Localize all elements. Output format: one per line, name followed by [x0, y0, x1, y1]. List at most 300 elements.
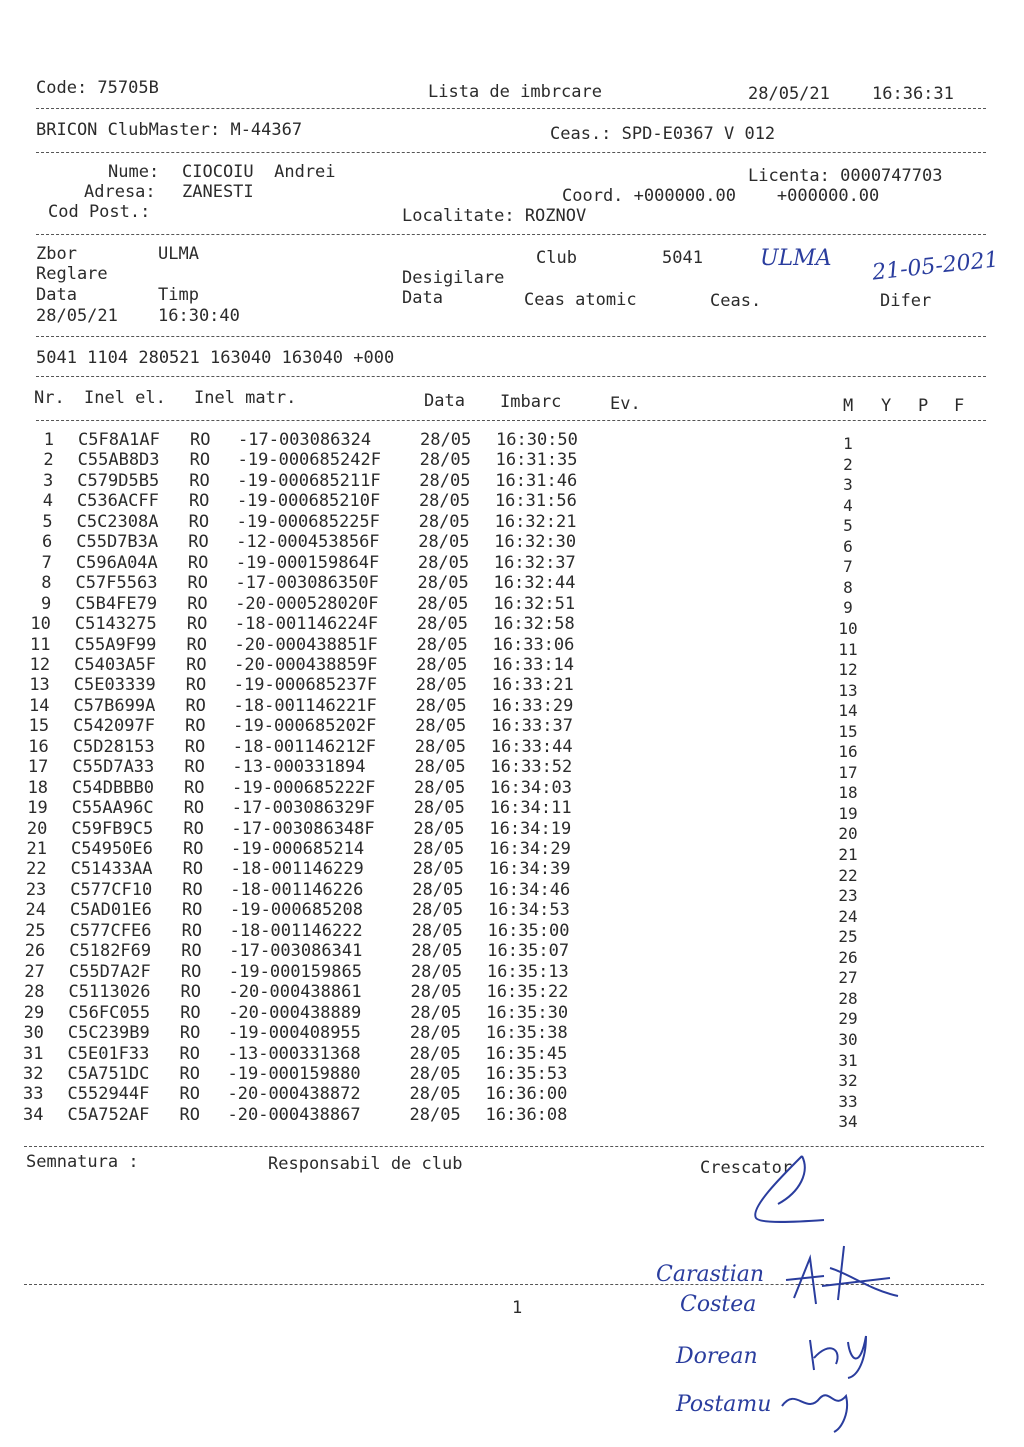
country-code: RO: [185, 716, 206, 737]
row-date: 28/05: [414, 736, 466, 757]
m-value: 32: [838, 1071, 858, 1091]
ring-number: -19-000685202F: [233, 716, 377, 737]
row-date: 28/05: [415, 716, 467, 737]
table-row: [27, 798, 834, 819]
m-value: 30: [838, 1029, 858, 1049]
m-value: 2: [843, 454, 853, 474]
country-code: RO: [179, 1104, 200, 1125]
row-number: 15: [28, 716, 50, 737]
electronic-ring: C5D28153: [72, 736, 155, 757]
m-value: 12: [838, 660, 858, 680]
boarding-time: 16:32:58: [492, 614, 575, 635]
boarding-time: 16:34:29: [489, 839, 571, 859]
m-value: 25: [838, 927, 858, 947]
row-date: 28/05: [412, 879, 464, 900]
row-date: 28/05: [409, 1104, 461, 1125]
electronic-ring: C54DBBB0: [72, 777, 154, 798]
table-row: [29, 654, 836, 676]
country-code: RO: [185, 695, 206, 716]
divider: [36, 420, 986, 421]
ring-number: -17-003086324: [238, 430, 372, 450]
table-row: [37, 594, 837, 615]
electronic-ring: C57B699A: [73, 695, 156, 716]
boarding-time: 16:33:44: [490, 736, 573, 757]
electronic-ring: C5F8A1AF: [78, 430, 160, 450]
ring-number: -18-001146226: [230, 879, 364, 900]
divider: [36, 336, 986, 337]
m-value: 22: [838, 865, 858, 885]
m-value: 28: [838, 988, 858, 1008]
row-number: 9: [40, 593, 52, 614]
boarding-time: 16:30:50: [496, 430, 578, 450]
ring-number: -19-000685225F: [236, 511, 380, 532]
electronic-ring: C5C2308A: [76, 511, 159, 532]
ring-number: -19-000159864F: [235, 552, 380, 573]
country-code: RO: [182, 879, 203, 900]
row-number: 32: [23, 1063, 44, 1084]
m-value: 27: [838, 968, 858, 988]
witness-signature-2: [800, 1330, 880, 1380]
row-number: 25: [25, 920, 46, 941]
header-nr: Nr.: [34, 388, 65, 408]
row-date: 28/05: [410, 982, 462, 1003]
row-date: 28/05: [415, 695, 467, 716]
table-row: [39, 491, 839, 512]
country-code: RO: [179, 1063, 200, 1084]
electronic-ring: C577CF10: [70, 879, 153, 900]
electronic-ring: C579D5B5: [77, 470, 160, 491]
electronic-ring: C5E03339: [73, 675, 156, 696]
electronic-ring: C5C239B9: [67, 1023, 150, 1044]
boarding-time: 16:35:53: [485, 1063, 568, 1084]
country-code: RO: [187, 593, 208, 614]
ring-number: -19-000408955: [227, 1023, 361, 1044]
country-code: RO: [180, 1002, 201, 1023]
handwritten-name-1: Carastian: [656, 1262, 765, 1287]
ring-number: -19-000159880: [227, 1063, 361, 1084]
table-row: [30, 614, 837, 635]
coordinates: Coord. +000000.00 +000000.00: [562, 186, 880, 206]
flight-label: Zbor: [36, 244, 77, 264]
row-date: 28/05: [411, 941, 463, 962]
m-value: 11: [838, 639, 858, 659]
breeder-signature: [740, 1148, 830, 1228]
signature-label: Semnatura :: [26, 1152, 139, 1172]
clock-col-label: Ceas.: [710, 291, 762, 311]
m-value: 7: [843, 557, 853, 577]
header-p: P: [918, 396, 929, 416]
electronic-ring: C54950E6: [71, 839, 153, 859]
m-value: 1: [843, 434, 853, 453]
row-date: 28/05: [415, 675, 467, 696]
country-code: RO: [183, 839, 204, 859]
country-code: RO: [183, 798, 205, 819]
ring-number: -17-003086341: [229, 941, 363, 962]
boarding-time: 16:34:53: [487, 900, 570, 921]
boarding-time: 16:35:22: [486, 982, 569, 1003]
electronic-ring: C55A9F99: [74, 634, 157, 655]
ring-number: -19-000685214: [231, 839, 365, 859]
ring-number: -20-000438889: [228, 1002, 362, 1023]
row-number: 10: [30, 614, 51, 635]
country-code: RO: [181, 900, 203, 921]
m-value: 14: [838, 701, 858, 721]
page-number: 1: [512, 1298, 523, 1318]
table-row: [26, 818, 833, 840]
ring-number: -18-001146221F: [233, 695, 377, 716]
electronic-ring: C5143275: [74, 614, 157, 635]
m-value: 6: [843, 536, 853, 556]
m-value: 19: [838, 803, 858, 823]
country-code: RO: [189, 470, 210, 491]
m-value: 24: [838, 906, 858, 926]
table-row: [39, 512, 839, 533]
row-number: 24: [25, 900, 46, 921]
country-code: RO: [189, 450, 211, 471]
postal-code-label: Cod Post.:: [48, 202, 151, 222]
row-date: 28/05: [413, 798, 465, 819]
table-row: [28, 695, 835, 717]
boarding-time: 16:32:37: [493, 552, 576, 573]
boarding-time: 16:34:11: [489, 798, 572, 819]
table-row: [40, 450, 840, 471]
difference-label: Difer: [880, 291, 932, 311]
boarding-time: 16:33:21: [491, 675, 574, 696]
boarding-time: 16:33:29: [491, 695, 574, 716]
country-code: RO: [187, 573, 209, 594]
code-label: Code: 75705B: [36, 78, 159, 98]
row-date: 28/05: [413, 818, 465, 839]
header-ring-number: Inel matr.: [194, 388, 297, 408]
m-value: 16: [838, 742, 858, 762]
adjustment-label: Reglare: [36, 264, 108, 284]
flight-date: 28/05/21: [36, 306, 118, 326]
row-date: 28/05: [417, 593, 469, 614]
unsealing-label: Desigilare: [402, 268, 505, 288]
table-row: [23, 1002, 830, 1024]
ring-number: -18-001146224F: [234, 614, 379, 635]
clubmaster-label: BRICON ClubMaster: M-44367: [36, 120, 303, 140]
table-row: [27, 777, 834, 799]
header-boarding: Imbarc: [500, 392, 562, 412]
ring-number: -17-003086350F: [235, 573, 379, 594]
table-row: [26, 839, 833, 860]
table-row: [38, 532, 838, 553]
row-number: 21: [26, 839, 47, 859]
document-title: Lista de imbrcare: [428, 82, 602, 102]
boarding-time: 16:35:07: [487, 941, 570, 962]
m-value: 10: [838, 618, 858, 638]
table-row: [25, 879, 832, 901]
ring-number: -18-001146212F: [232, 736, 377, 757]
ring-number: -17-003086348F: [231, 818, 375, 839]
divider: [36, 234, 986, 235]
country-code: RO: [180, 982, 202, 1003]
m-value: 9: [843, 598, 853, 618]
table-row: [23, 1063, 830, 1085]
row-number: 20: [26, 818, 48, 839]
table-row: [38, 553, 838, 574]
boarding-time: 16:34:19: [489, 818, 572, 839]
row-date: 28/05: [417, 552, 470, 573]
row-date: 28/05: [409, 1084, 461, 1105]
electronic-ring: C55AA96C: [71, 798, 154, 819]
row-number: 4: [42, 491, 53, 512]
table-row: [39, 471, 839, 492]
row-date: 28/05: [411, 920, 463, 941]
table-row: [25, 920, 832, 942]
country-code: RO: [182, 859, 204, 880]
m-value: 4: [843, 495, 853, 515]
ring-number: -13-000331368: [227, 1043, 361, 1064]
row-number: 13: [29, 675, 50, 696]
ring-number: -20-000438861: [228, 982, 362, 1003]
m-value: 20: [838, 824, 858, 844]
handwritten-name-3: Dorean: [676, 1344, 758, 1369]
ring-number: -17-003086329F: [231, 798, 375, 819]
table-row: [23, 1104, 830, 1126]
country-code: RO: [188, 511, 210, 532]
electronic-ring: C51433AA: [70, 859, 153, 880]
boarding-time: 16:35:38: [485, 1023, 568, 1044]
m-value: 23: [838, 886, 858, 906]
electronic-ring: C536ACFF: [76, 491, 159, 512]
handwritten-date: 21-05-2021: [871, 247, 1000, 286]
boarding-time: 16:31:56: [494, 491, 577, 512]
electronic-ring: C5B4FE79: [75, 593, 158, 614]
row-number: 18: [27, 777, 49, 798]
ring-number: -18-001146222: [229, 920, 363, 941]
row-number: 22: [26, 859, 47, 880]
table-row: [24, 941, 831, 962]
row-number: 30: [23, 1023, 44, 1044]
row-number: 34: [23, 1104, 44, 1125]
m-value: 5: [843, 516, 853, 536]
ring-number: -20-000528020F: [235, 593, 379, 614]
electronic-ring: C5A751DC: [67, 1063, 150, 1084]
license-number: Licenta: 0000747703: [748, 166, 943, 186]
row-number: 7: [41, 552, 52, 573]
ring-number: -19-000685242F: [237, 450, 381, 471]
electronic-ring: C552944F: [67, 1084, 150, 1105]
m-value: 17: [838, 762, 858, 782]
owner-name: CIOCOIU Andrei: [182, 162, 336, 182]
electronic-ring: C542097F: [73, 716, 155, 737]
clock-label: Ceas.: SPD-E0367 V 012: [550, 124, 776, 144]
locality: Localitate: ROZNOV: [402, 206, 587, 226]
row-number: 19: [27, 798, 48, 819]
header-f: F: [954, 396, 965, 416]
boarding-time: 16:32:44: [493, 573, 576, 594]
electronic-ring: C55AB8D3: [77, 450, 160, 471]
electronic-ring: C5AD01E6: [69, 900, 152, 921]
club-label: Club: [536, 248, 577, 268]
row-number: 2: [43, 450, 54, 471]
table-row: [38, 573, 838, 594]
divider: [24, 1146, 984, 1147]
electronic-ring: C596A04A: [75, 552, 158, 573]
country-code: RO: [179, 1043, 200, 1064]
country-code: RO: [181, 920, 203, 941]
table-row: [40, 430, 840, 451]
electronic-ring: C5E01F33: [67, 1043, 150, 1064]
row-number: 33: [23, 1084, 44, 1105]
row-number: 16: [28, 736, 49, 757]
boarding-time: 16:31:46: [495, 470, 578, 491]
boarding-time: 16:33:37: [491, 716, 573, 737]
row-number: 12: [29, 654, 51, 675]
row-number: 1: [43, 430, 54, 450]
ring-number: -19-000159865: [228, 961, 362, 982]
row-date: 28/05: [409, 1043, 461, 1064]
country-code: RO: [184, 736, 206, 757]
row-date: 28/05: [418, 491, 471, 512]
table-row: [23, 1084, 830, 1105]
m-value: 15: [838, 721, 858, 741]
club-number: 5041: [662, 248, 703, 268]
boarding-time: 16:34:03: [490, 777, 572, 798]
m-value: 33: [838, 1091, 858, 1111]
electronic-ring: C59FB9C5: [71, 818, 154, 839]
country-code: RO: [188, 532, 209, 553]
date-label: Data: [36, 285, 77, 305]
breeder-label: Crescator: [700, 1158, 793, 1178]
row-number: 14: [28, 695, 50, 716]
table-row: [26, 859, 833, 880]
m-value: 34: [838, 1112, 858, 1132]
handwritten-name-2: Costea: [680, 1292, 757, 1317]
divider: [36, 376, 986, 377]
ring-number: -19-000685211F: [237, 470, 381, 491]
m-value: 31: [838, 1050, 858, 1070]
m-value: 29: [838, 1009, 858, 1029]
owner-address: ZANESTI: [182, 182, 254, 202]
divider: [36, 108, 986, 109]
header-event: Ev.: [610, 394, 641, 414]
row-date: 28/05: [416, 654, 468, 675]
flight-name: ULMA: [158, 244, 199, 264]
table-row: [28, 716, 835, 737]
m-value: 21: [838, 845, 858, 864]
table-row: [28, 736, 835, 758]
row-date: 28/05: [418, 532, 470, 553]
name-label: Nume:: [108, 162, 160, 182]
ring-number: -19-000685210F: [236, 491, 381, 512]
boarding-time: 16:35:13: [486, 961, 569, 982]
row-date: 28/05: [412, 859, 464, 880]
table-row: [27, 757, 834, 778]
country-code: RO: [180, 961, 202, 982]
atomic-clock-label: Ceas atomic: [524, 290, 637, 310]
table-row: [30, 634, 837, 656]
table-row: [29, 675, 836, 696]
boarding-time: 16:36:00: [485, 1084, 568, 1105]
row-date: 28/05: [416, 614, 469, 635]
table-row: [23, 1023, 830, 1044]
handwritten-name-4: Postamu: [676, 1392, 772, 1417]
electronic-ring: C55D7A2F: [68, 961, 151, 982]
header-y: Y: [881, 396, 892, 416]
table-row: [24, 982, 831, 1003]
boarding-time: 16:32:21: [494, 511, 577, 532]
witness-signature-1: [780, 1238, 910, 1318]
ring-number: -18-001146229: [230, 859, 364, 880]
country-code: RO: [186, 634, 207, 655]
row-number: 28: [24, 982, 45, 1003]
row-date: 28/05: [411, 900, 464, 921]
row-date: 28/05: [413, 839, 465, 859]
table-row: [23, 1043, 830, 1065]
electronic-ring: C5A752AF: [67, 1104, 150, 1125]
row-number: 5: [42, 511, 53, 532]
ring-number: -19-000685208: [229, 900, 363, 921]
ring-number: -19-000685237F: [233, 675, 378, 696]
ring-number: -20-000438859F: [234, 654, 378, 675]
row-number: 11: [30, 634, 51, 655]
m-value: 13: [838, 680, 858, 700]
row-number: 8: [41, 573, 52, 594]
boarding-time: 16:35:45: [485, 1043, 568, 1064]
boarding-time: 16:33:06: [492, 634, 575, 655]
row-date: 28/05: [409, 1063, 461, 1084]
row-number: 31: [23, 1043, 44, 1064]
electronic-ring: C55D7B3A: [76, 532, 159, 553]
m-value: 18: [838, 783, 858, 803]
club-responsible-label: Responsabil de club: [268, 1154, 463, 1174]
m-value: 8: [843, 577, 853, 597]
electronic-ring: C5182F69: [69, 941, 152, 962]
country-code: RO: [184, 777, 205, 798]
boarding-time: 16:34:39: [488, 859, 571, 880]
row-date: 28/05: [418, 511, 470, 532]
row-date: 28/05: [419, 450, 471, 471]
boarding-time: 16:32:51: [493, 593, 576, 614]
row-date: 28/05: [416, 634, 468, 655]
boarding-time: 16:33:14: [492, 654, 575, 675]
address-label: Adresa:: [84, 182, 156, 202]
table-row: [24, 961, 831, 983]
row-number: 3: [43, 470, 54, 491]
country-code: RO: [179, 1023, 201, 1044]
row-date: 28/05: [410, 1002, 462, 1023]
country-code: RO: [181, 941, 202, 962]
electronic-ring: C577CFE6: [69, 920, 152, 941]
country-code: RO: [186, 654, 207, 675]
handwritten-place: ULMA: [760, 246, 832, 271]
boarding-time: 16:32:30: [494, 532, 577, 553]
m-value: 26: [838, 947, 858, 967]
boarding-time: 16:35:00: [487, 920, 570, 941]
boarding-time: 16:34:46: [488, 879, 571, 900]
flight-time: 16:30:40: [158, 306, 240, 326]
ring-number: -19-000685222F: [232, 777, 376, 798]
row-number: 29: [23, 1002, 45, 1023]
row-date: 28/05: [414, 777, 466, 798]
row-number: 17: [27, 757, 49, 778]
row-date: 28/05: [419, 470, 471, 491]
country-code: RO: [187, 552, 209, 573]
country-code: RO: [186, 614, 208, 635]
ring-number: -20-000438851F: [234, 634, 378, 655]
time-label: Timp: [158, 285, 199, 305]
country-code: RO: [184, 757, 205, 778]
boarding-time: 16:35:30: [486, 1002, 569, 1023]
row-date: 28/05: [409, 1023, 462, 1044]
header-m: M: [843, 396, 854, 416]
electronic-ring: C5113026: [68, 982, 151, 1003]
flight-code-line: 5041 1104 280521 163040 163040 +000: [36, 348, 395, 368]
header-date: Data: [424, 391, 465, 411]
